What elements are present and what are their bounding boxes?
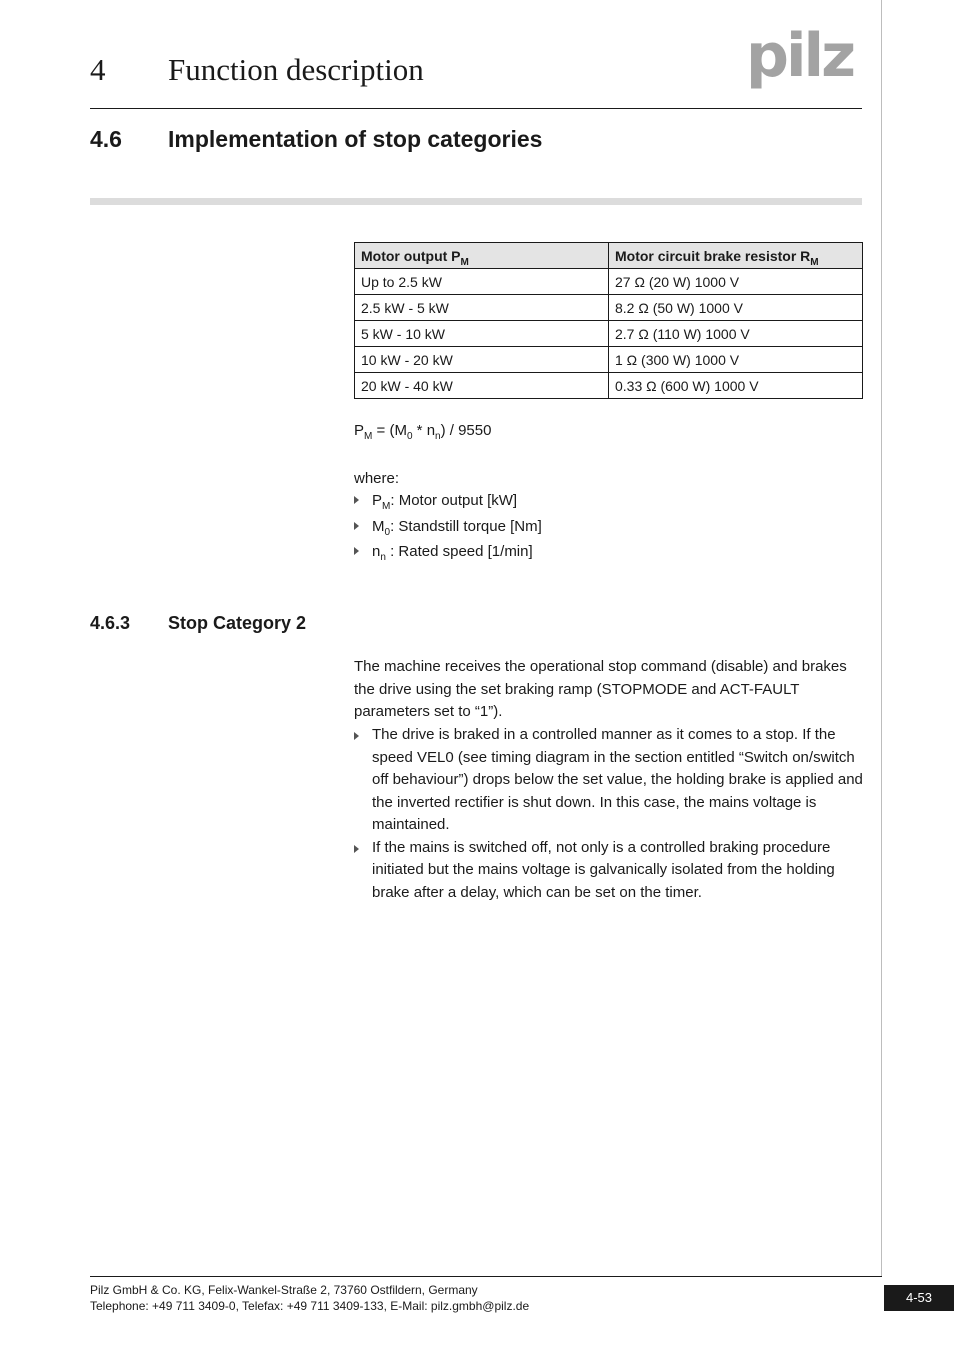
triangle-bullet-icon — [354, 845, 359, 853]
table-cell: 2.5 kW - 5 kW — [355, 295, 609, 321]
list-item: $P_M$: Motor output [kW] — [354, 491, 542, 517]
table-cell: 8.2 Ω (50 W) 1000 V — [609, 295, 863, 321]
footer-address: Pilz GmbH & Co. KG, Felix-Wankel-Straße 2, 73760 Ostfildern, Germany — [90, 1283, 478, 1297]
stop-category-bullets — [354, 724, 864, 904]
table-cell: 0.33 Ω (600 W) 1000 V — [609, 373, 863, 399]
chapter-title: Function description — [168, 52, 424, 87]
variable-list — [354, 491, 542, 568]
table-cell: 2.7 Ω (110 W) 1000 V — [609, 321, 863, 347]
page-number: 4-53 — [884, 1285, 954, 1311]
table-cell: Up to 2.5 kW — [355, 269, 609, 295]
right-margin-rule — [881, 0, 882, 1276]
subsection-title: Stop Category 2 — [168, 613, 307, 633]
table-row — [355, 373, 863, 399]
stop-category-intro: The machine receives the operational stop command (disable) and brakes the drive using the set braking ramp (STOPMODE and ACT-FAULT parameters set to “1”). — [354, 658, 847, 720]
motor-output-formula: $P_M = (M_0 * n_n) / 9550$ — [354, 422, 492, 442]
table-row — [355, 321, 863, 347]
subsection-number: 4.6.3 — [90, 613, 131, 633]
table-row — [355, 295, 863, 321]
footer-rule — [90, 1276, 882, 1277]
triangle-bullet-icon — [354, 522, 359, 530]
section-number: 4.6 — [90, 126, 122, 152]
table-header-row — [355, 243, 863, 269]
table-cell: 5 kW - 10 kW — [355, 321, 609, 347]
table-row — [355, 269, 863, 295]
triangle-bullet-icon — [354, 547, 359, 555]
brake-resistor-table — [354, 242, 863, 399]
pilz-logo — [746, 21, 866, 96]
list-item: $M_0$: Standstill torque [Nm] — [354, 517, 542, 543]
section-divider-bar — [90, 198, 862, 205]
list-item: $n_n$ : Rated speed [1/min] — [354, 542, 542, 568]
footer-contact: Telephone: +49 711 3409-0, Telefax: +49 711 3409-133, E-Mail: pilz.gmbh@pilz.de — [90, 1299, 530, 1313]
logo-text: pilz — [746, 21, 854, 91]
table-cell: 1 Ω (300 W) 1000 V — [609, 347, 863, 373]
table-cell: 20 kW - 40 kW — [355, 373, 609, 399]
triangle-bullet-icon — [354, 496, 359, 504]
table-header-brake-resistor: Motor circuit brake resistor $R_M$ — [609, 243, 863, 269]
list-item: If the mains is switched off, not only is a controlled braking procedure initiated but the mains voltage is galvanically isolated from the holding brake after a delay, which can be set on the timer. — [354, 837, 864, 905]
table-header-motor-output: Motor output $P_M$ — [355, 243, 609, 269]
header-rule — [90, 108, 862, 109]
list-item: The drive is braked in a controlled manner as it comes to a stop. If the speed VEL0 (see timing diagram in the section entitled “Switch on/switch off behaviour”) drops below the set value, the holding brake is applied and the inverted rectifier is shut down. In this case, the mains voltage is maintained. — [354, 724, 864, 837]
table-cell: 27 Ω (20 W) 1000 V — [609, 269, 863, 295]
table-row — [355, 347, 863, 373]
triangle-bullet-icon — [354, 732, 359, 740]
where-label: where: — [354, 470, 400, 487]
chapter-number: 4 — [90, 52, 106, 87]
table-cell: 10 kW - 20 kW — [355, 347, 609, 373]
section-title: Implementation of stop categories — [168, 126, 543, 152]
